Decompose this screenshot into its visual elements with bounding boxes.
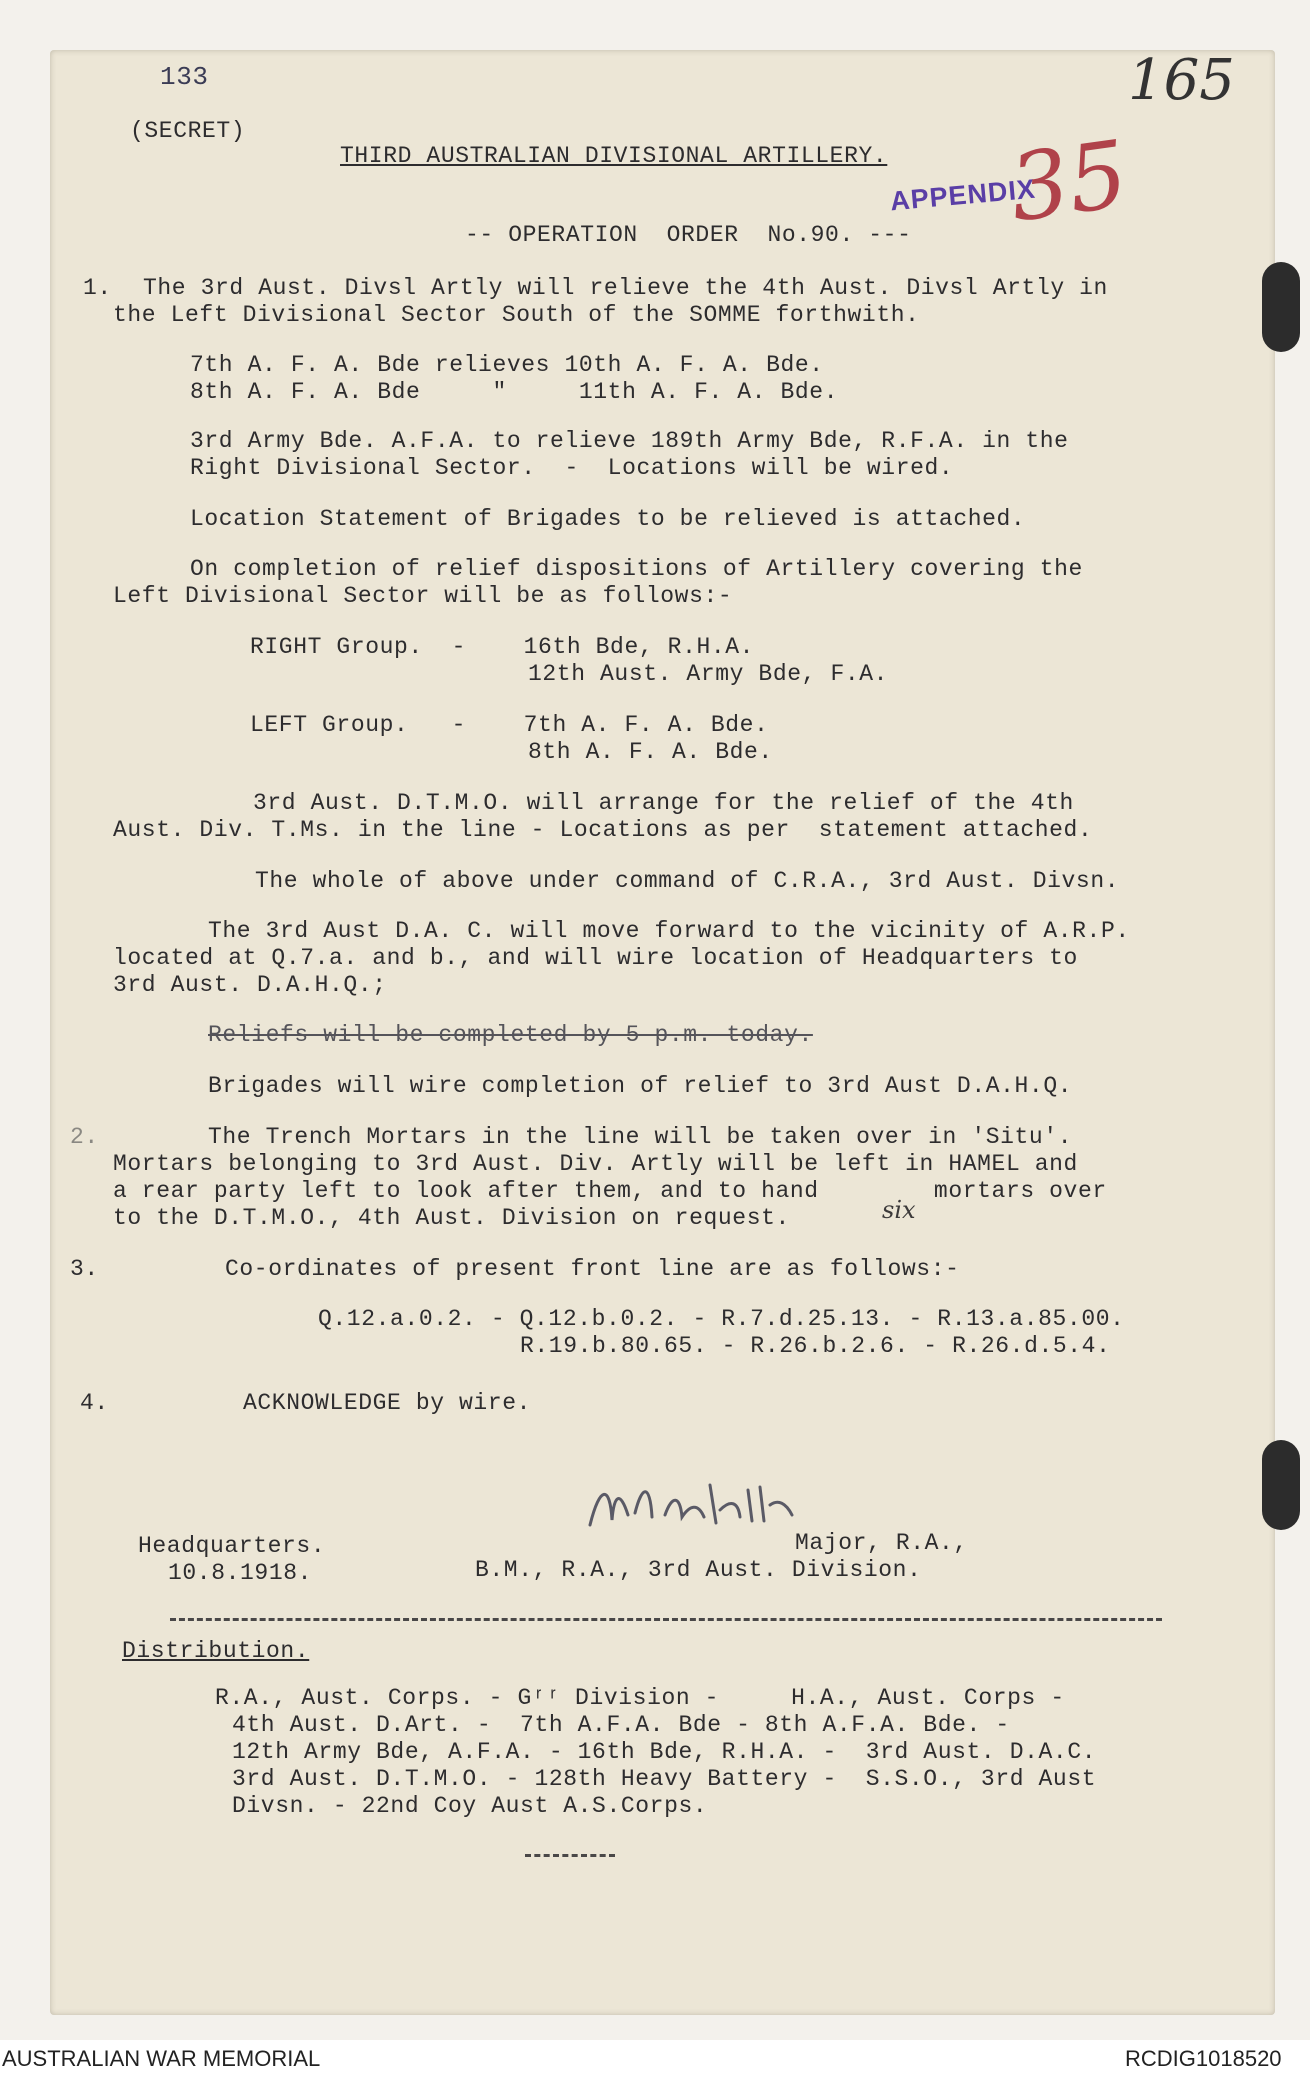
order-line: The 3rd Aust D.A. C. will move forward to the vicinity of A.R.P. (208, 918, 1130, 944)
handwritten-appendix-number: 35 (1003, 120, 1134, 243)
order-line: Mortars belonging to 3rd Aust. Div. Artly will be left in HAMEL and (113, 1151, 1078, 1177)
handwritten-insert: six (882, 1196, 916, 1224)
order-line: Co-ordinates of present front line are as follows:- (225, 1256, 960, 1282)
order-line: 12th Aust. Army Bde, F.A. (528, 661, 889, 687)
order-line: 3rd Army Bde. A.F.A. to relieve 189th Army Bde, R.F.A. in the (190, 428, 1069, 454)
paragraph-number-3: 3. (70, 1256, 99, 1282)
signature-appointment: B.M., R.A., 3rd Aust. Division. (475, 1557, 922, 1583)
order-line: RIGHT Group. - 16th Bde, R.H.A. (250, 634, 755, 660)
order-line: 3rd Aust. D.A.H.Q.; (113, 972, 387, 998)
end-mark (525, 1854, 615, 1857)
order-line: Q.12.a.0.2. - Q.12.b.0.2. - R.7.d.25.13. - R.13.a.85.00. (318, 1306, 1125, 1332)
distribution-line: 12th Army Bde, A.F.A. - 16th Bde, R.H.A. - 3rd Aust. D.A.C. (232, 1739, 1097, 1765)
distribution-line: 3rd Aust. D.T.M.O. - 128th Heavy Battery - S.S.O., 3rd Aust (232, 1766, 1097, 1792)
footer-record-id: RCDIG1018520 (1125, 2046, 1282, 2071)
order-line: The Trench Mortars in the line will be taken over in 'Situ'. (208, 1124, 1073, 1150)
appendix-stamp: APPENDIX (888, 173, 1038, 217)
order-line-struck: Reliefs will be completed by 5 p.m. today. (208, 1022, 813, 1048)
binder-hole-top (1262, 262, 1300, 352)
order-line: Left Divisional Sector will be as follows:- (113, 583, 733, 609)
order-line: R.19.b.80.65. - R.26.b.2.6. - R.26.d.5.4. (520, 1333, 1111, 1359)
handwritten-page-number: 165 (1128, 48, 1235, 113)
document-title: THIRD AUSTRALIAN DIVISIONAL ARTILLERY. (340, 143, 888, 169)
order-line: 8th A. F. A. Bde. (528, 739, 773, 765)
order-line: located at Q.7.a. and b., and will wire location of Headquarters to (113, 945, 1078, 971)
folio-mark: 133 (160, 62, 209, 92)
order-line: Right Divisional Sector. - Locations will be wired. (190, 455, 954, 481)
distribution-line: 4th Aust. D.Art. - 7th A.F.A. Bde - 8th A.F.A. Bde. - (232, 1712, 1010, 1738)
footer-institution: AUSTRALIAN WAR MEMORIAL (2, 2046, 321, 2071)
order-line: The 3rd Aust. Divsl Artly will relieve the 4th Aust. Divsl Artly in (143, 275, 1108, 301)
classification: (SECRET) (130, 118, 246, 144)
signature-place: Headquarters. (138, 1533, 326, 1559)
order-line: to the D.T.M.O., 4th Aust. Division on request. (113, 1205, 790, 1231)
signature-date: 10.8.1918. (168, 1560, 313, 1586)
paragraph-number-4: 4. (80, 1390, 109, 1416)
paragraph-number-2: 2. (70, 1124, 99, 1150)
separator-line (170, 1618, 1162, 1621)
distribution-heading: Distribution. (122, 1638, 310, 1664)
binder-hole-bottom (1262, 1440, 1300, 1530)
order-line: The whole of above under command of C.R.A., 3rd Aust. Divsn. (255, 868, 1120, 894)
order-line: Aust. Div. T.Ms. in the line - Locations as per statement attached. (113, 817, 1093, 843)
order-line: 8th A. F. A. Bde " 11th A. F. A. Bde. (190, 379, 839, 405)
order-line: the Left Divisional Sector South of the SOMME forthwith. (113, 302, 920, 328)
order-line: ACKNOWLEDGE by wire. (243, 1390, 532, 1416)
paragraph-number-1: 1. (83, 275, 112, 301)
distribution-line: R.A., Aust. Corps. - Gʳʳ Division - H.A., Aust. Corps - (215, 1685, 1065, 1711)
distribution-line: Divsn. - 22nd Coy Aust A.S.Corps. (232, 1793, 708, 1819)
order-line: Brigades will wire completion of relief to 3rd Aust D.A.H.Q. (208, 1073, 1073, 1099)
order-line: 3rd Aust. D.T.M.O. will arrange for the relief of the 4th (253, 790, 1074, 816)
order-line: Location Statement of Brigades to be relieved is attached. (190, 506, 1026, 532)
order-line: a rear party left to look after them, and to hand mortars over (113, 1178, 1107, 1204)
order-line: LEFT Group. - 7th A. F. A. Bde. (250, 712, 769, 738)
signature-rank: Major, R.A., (795, 1530, 968, 1556)
order-line: On completion of relief dispositions of Artillery covering the (190, 556, 1083, 582)
order-heading: -- OPERATION ORDER No.90. --- (465, 222, 912, 248)
order-line: 7th A. F. A. Bde relieves 10th A. F. A. Bde. (190, 352, 824, 378)
